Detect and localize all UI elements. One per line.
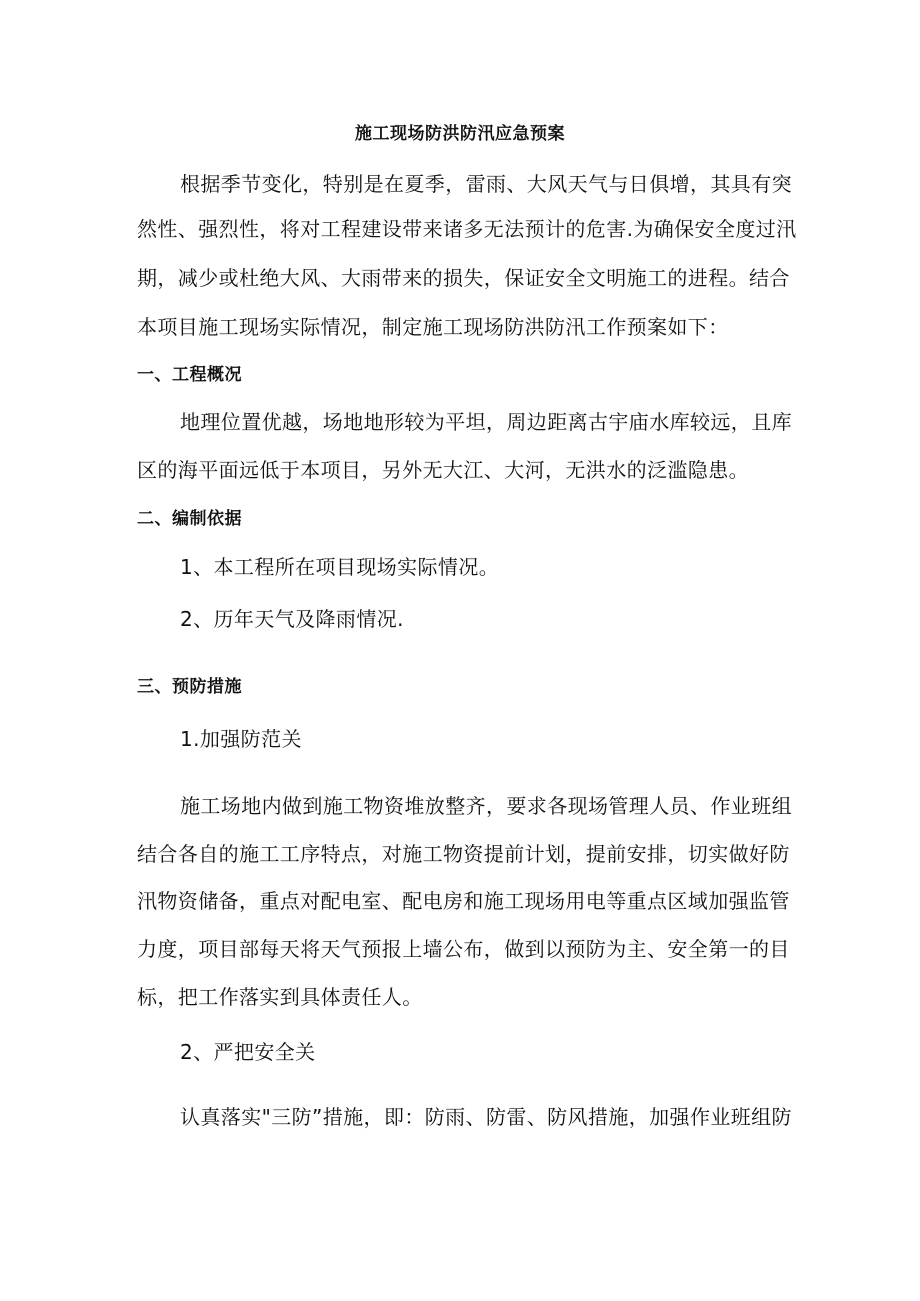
section-heading-1: 一、工程概况 bbox=[137, 365, 242, 385]
subsection-heading-2: 2、严把安全关 bbox=[180, 1040, 316, 1064]
section-heading-2: 二、编制依据 bbox=[137, 509, 242, 529]
section3-sub2-line-1: 认真落实"三防”措施，即：防雨、防雷、防风措施，加强作业班组防 bbox=[180, 1105, 792, 1129]
section3-sub1-line-1: 施工场地内做到施工物资堆放整齐，要求各现场管理人员、作业班组 bbox=[180, 794, 792, 818]
section2-item-2: 2、历年天气及降雨情况. bbox=[180, 607, 404, 631]
section3-sub1-line-4: 力度，项目部每天将天气预报上墙公布，做到以预防为主、安全第一的目 bbox=[137, 937, 790, 961]
section3-sub1-line-5: 标，把工作落实到具体责任人。 bbox=[137, 985, 423, 1009]
page-title: 施工现场防洪防汛应急预案 bbox=[355, 124, 565, 144]
section1-line-1: 地理位置优越，场地地形较为平坦，周边距离古宇庙水库较远，且库 bbox=[180, 410, 792, 434]
section1-line-2: 区的海平面远低于本项目，另外无大江、大河，无洪水的泛滥隐患。 bbox=[137, 458, 749, 482]
section2-item-1: 1、本工程所在项目现场实际情况。 bbox=[180, 555, 500, 579]
subsection-heading-1: 1.加强防范关 bbox=[180, 727, 302, 751]
section3-sub1-line-2: 结合各自的施工工序特点，对施工物资提前计划，提前安排，切实做好防 bbox=[137, 842, 790, 866]
section-heading-3: 三、预防措施 bbox=[137, 677, 242, 697]
intro-line-3: 期，减少或杜绝大风、大雨带来的损失，保证安全文明施工的进程。结合 bbox=[137, 266, 790, 290]
intro-line-4: 本项目施工现场实际情况，制定施工现场防洪防汛工作预案如下： bbox=[137, 315, 729, 339]
section3-sub1-line-3: 汛物资储备，重点对配电室、配电房和施工现场用电等重点区域加强监管 bbox=[137, 889, 790, 913]
intro-line-1: 根据季节变化，特别是在夏季，雷雨、大风天气与日俱增，其具有突 bbox=[180, 172, 792, 196]
intro-line-2: 然性、强烈性，将对工程建设带来诸多无法预计的危害.为确保安全度过汛 bbox=[137, 217, 797, 241]
